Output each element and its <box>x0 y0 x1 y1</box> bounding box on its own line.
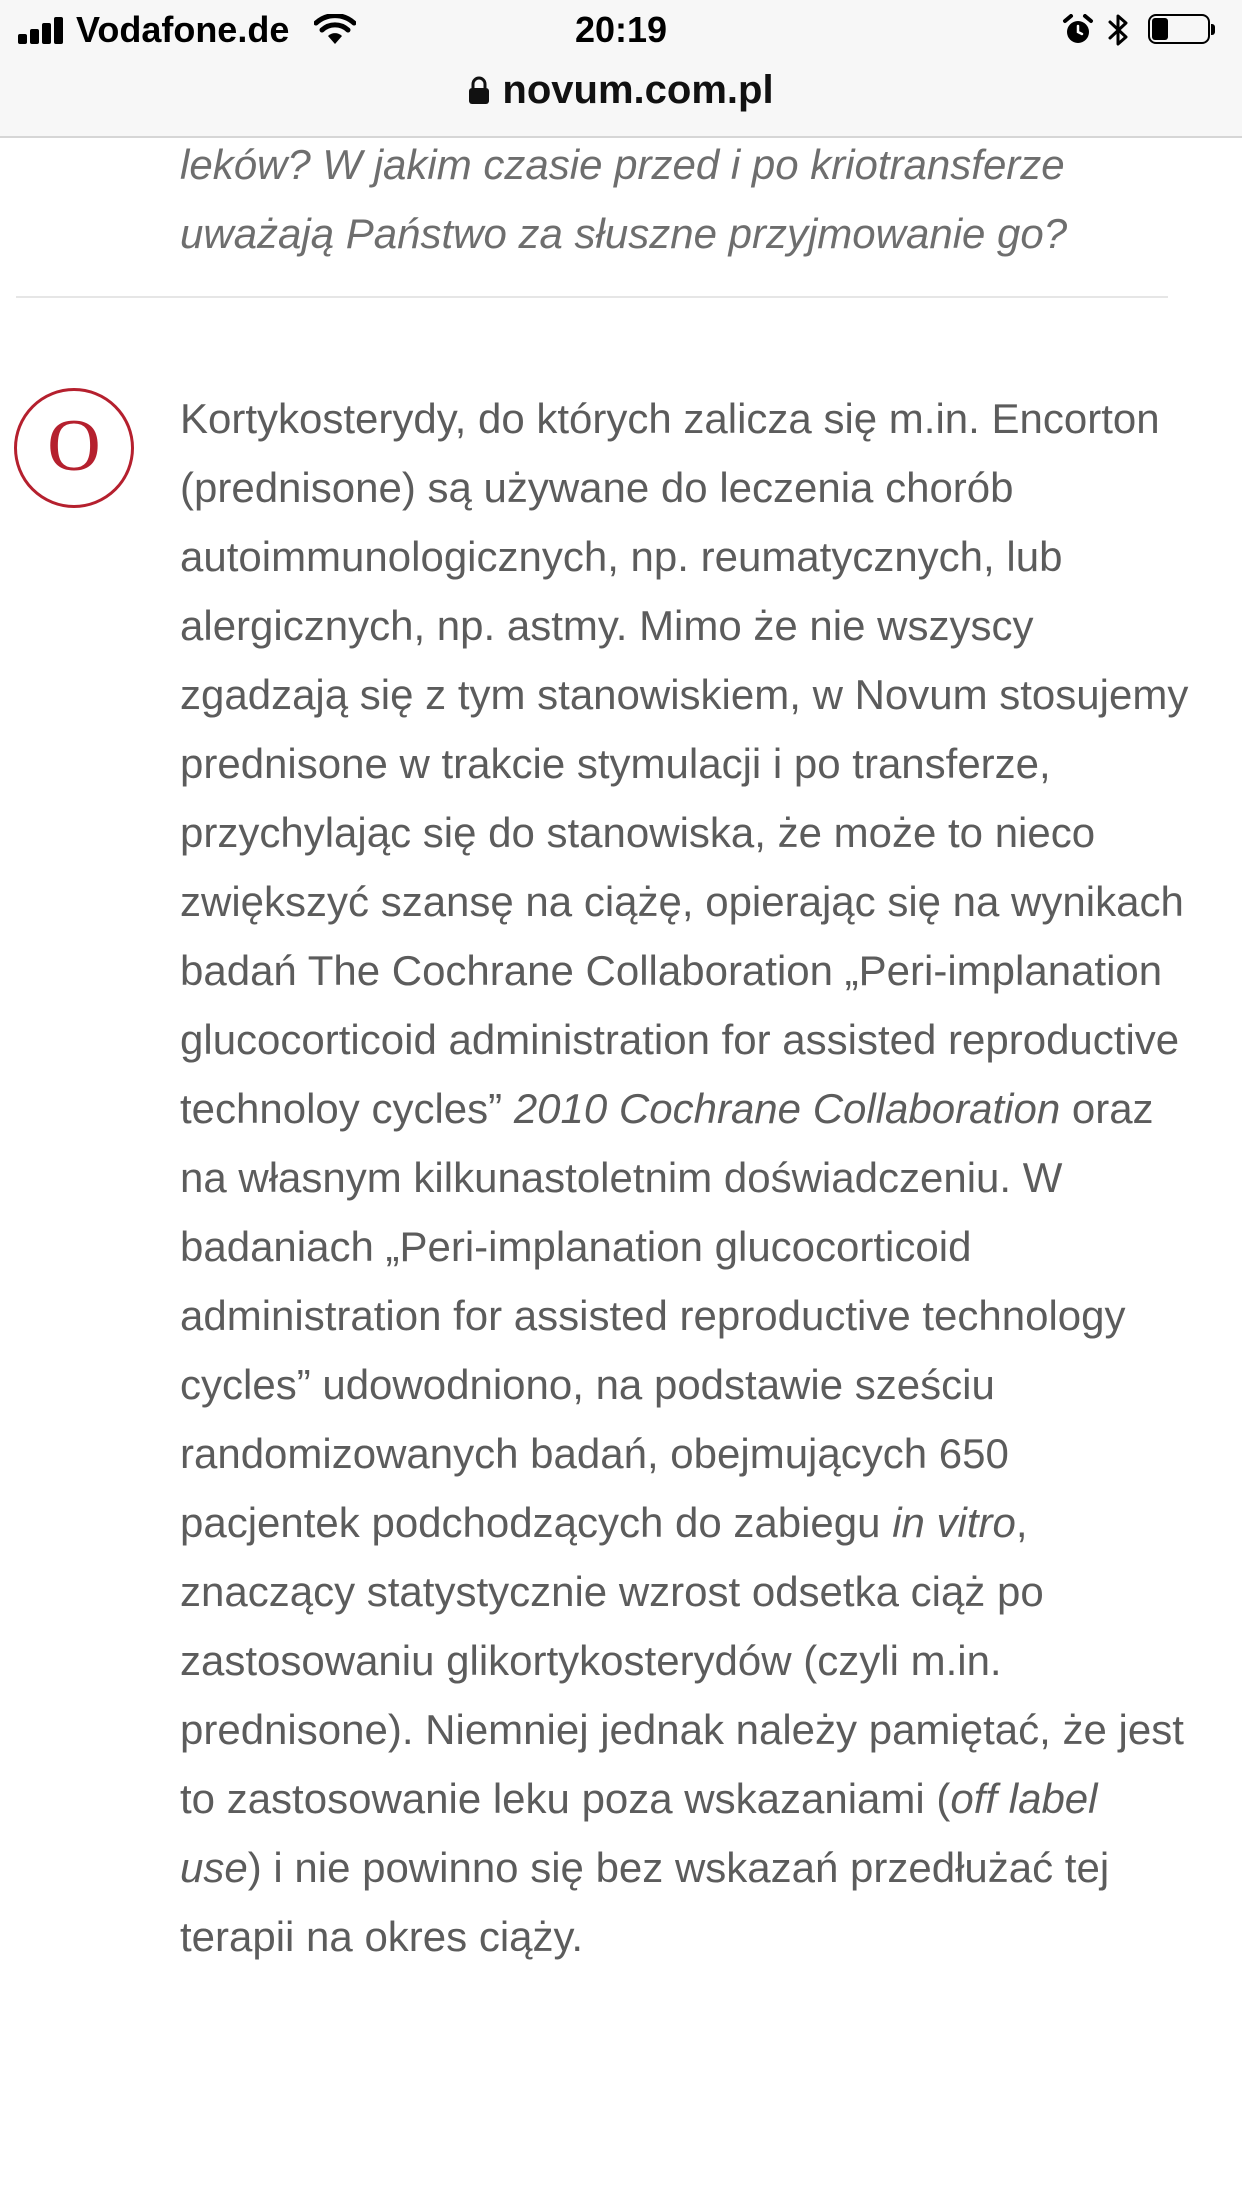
status-bar <box>0 0 1242 62</box>
bluetooth-icon <box>1106 12 1130 48</box>
status-time: 20:19 <box>574 9 668 50</box>
answer-text-part-4: ) i nie powinno się bez wskazań przedłużać tej terapii na okres ciąży. <box>180 1844 1110 1960</box>
qa-divider <box>16 296 1168 298</box>
answer-badge-letter: O <box>47 405 101 487</box>
answer-citation-italic: 2010 Cochrane Collaboration <box>513 1085 1061 1132</box>
answer-text-part-1: Kortykosterydy, do których zalicza się m.in. Encorton (prednisone) są używane do leczenia chorób autoimmunologicznych, np. reumatycznych, lub alergicznych, np. astmy. Mimo że nie wszyscy zgadzają się z tym stanowiskiem, w Novum stosujemy prednisone w trakcie stymulacji i po transferze, przychylając się do stanowiska, że może to nieco zwiększyć szansę na ciążę, opierając się na wynikach badań The Cochrane Collaboration „Peri-implanation glucocorticoid administration for assisted reproductive technoloy cycles” <box>180 395 1189 1132</box>
answer-text-part-2: oraz na własnym kilkunastoletnim doświadczeniu. W badaniach „Peri-implanation glucocorticoid administration for assisted reproductive technology cycles” udowodniono, na podstawie sześciu randomizowanych badań, obejmujących 650 pacjentek podchodzących do zabiegu <box>180 1085 1154 1546</box>
battery-icon <box>1148 14 1214 46</box>
url-bar[interactable] <box>0 62 1242 118</box>
answer-in-vitro-italic: in vitro <box>892 1499 1016 1546</box>
browser-top-bar <box>0 0 1242 138</box>
url-text[interactable]: novum.com.pl <box>502 68 774 112</box>
answer-text <box>180 384 1190 1971</box>
alarm-icon <box>1062 14 1094 46</box>
lock-icon <box>468 75 490 105</box>
question-text: leków? W jakim czasie przed i po kriotransferze uważają Państwo za słuszne przyjmowanie go? <box>180 141 1068 257</box>
answer-badge <box>14 388 134 508</box>
answer-off-label-italic: off label use <box>180 1775 1098 1891</box>
answer-block <box>180 384 1190 1971</box>
carrier-name: Vodafone.de <box>76 9 290 50</box>
answer-text-part-3: , znaczący statystycznie wzrost odsetka ciąż po zastosowaniu glikortykosterydów (czyli m.in. prednisone). Niemniej jednak należy pamiętać, że jest to zastosowanie leku poza wskazaniami ( <box>180 1499 1184 1822</box>
question-block <box>180 130 1190 268</box>
